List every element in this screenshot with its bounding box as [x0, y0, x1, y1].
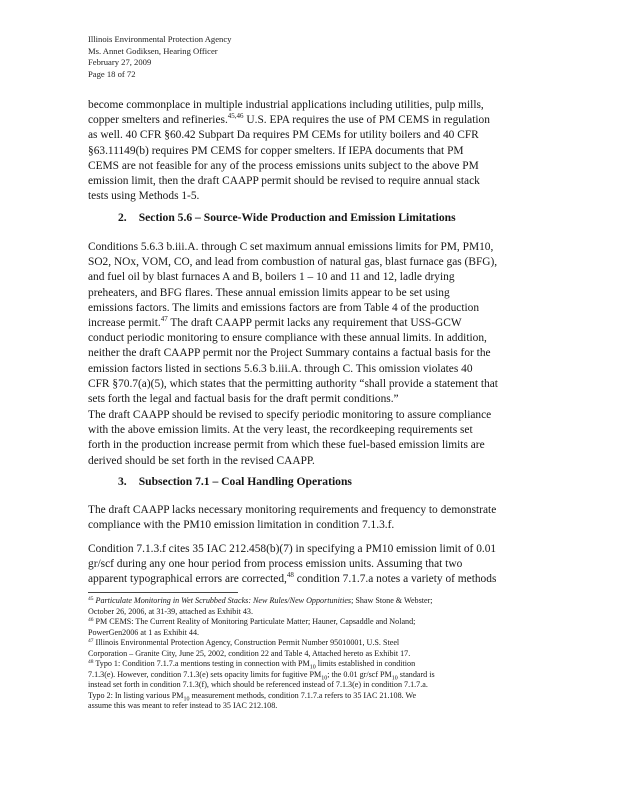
footnote-line: 7.1.3(e). However, condition 7.1.3(e) sets opacity limits for fugitive $PM_{10}$; the 0.01 gr/scf $PM_{10}$ standard is	[88, 669, 435, 682]
text-line: gr/scf during any one hour period from process emission units. Assuming that two	[88, 558, 463, 571]
text-line: increase permit.$^{47}$ The draft CAAPP permit lacks any requirement that USS-GCW	[88, 315, 462, 330]
footnote-line: Corporation – Granite City, June 25, 2002, condition 22 and Table 4, Attached hereto as Exhibit 17.	[88, 648, 411, 658]
footnote-48: $^{48}$ Typo 1: Condition 7.1.7.a mentions testing in connection with $PM_{10}$ limits established in condition	[88, 659, 416, 671]
header-page: Page 18 of 72	[88, 68, 136, 79]
text-line: The draft CAAPP should be revised to specify periodic monitoring to assure compliance	[88, 409, 492, 421]
section-heading-5-6: 2. Section 5.6 – Source-Wide Production and Emission Limitations	[118, 211, 456, 224]
header-agency: Illinois Environmental Protection Agency	[88, 34, 232, 44]
text-line: CFR §70.7(a)(5), which states that the permitting authority “shall provide a statement that	[88, 377, 498, 390]
text-line: and fuel oil by blast furnaces A and B, boilers 1 – 10 and 11 and 12, ladle drying	[88, 271, 455, 284]
footnote-ref: 45,46	[227, 112, 244, 121]
footnote-line: PowerGen2006 at 1 as Exhibit 44.	[88, 627, 200, 637]
footnote-ref: 48	[286, 571, 294, 580]
text-line: The draft CAAPP lacks necessary monitoring requirements and frequency to demonstrate	[88, 504, 497, 516]
text-line: preheaters, and BFG flares. These annual emission limits appear to be set using	[88, 286, 450, 299]
text-line: Conditions 5.6.3 b.iii.A. through C set maximum annual emissions limits for PM, PM10,	[88, 241, 494, 253]
text-line: neither the draft CAAPP permit nor the Project Summary contains a factual basis for the	[88, 347, 491, 360]
header-officer: Ms. Annet Godiksen, Hearing Officer	[88, 45, 218, 56]
footnote-ref: 47	[160, 315, 168, 324]
text-line: with the above emission limits. At the very least, the recordkeeping requirements set	[88, 424, 473, 437]
text-line: SO2, NOx, VOM, CO, and lead from combustion of natural gas, blast furnace gas (BFG),	[88, 256, 498, 269]
footnote-line: October 26, 2006, at 31-39, attached as Exhibit 43.	[88, 606, 253, 616]
paragraph-revise-caapp	[88, 408, 550, 469]
footnote-47: $^{47}$ Illinois Environmental Protection Agency, Construction Permit Number 95010001, U.S. Steel	[88, 638, 400, 647]
text-line: Condition 7.1.3.f cites 35 IAC 212.458(b)(7) in specifying a PM10 emission limit of 0.01	[88, 543, 497, 555]
text-line: §63.11149(b) requires PM CEMS for copper smelters. If IEPA documents that PM	[88, 144, 464, 157]
text-line: apparent typographical errors are corrected,$^{48}$ condition 7.1.7.a notes a variety of methods	[88, 571, 497, 586]
section-heading-7-1: 3. Subsection 7.1 – Coal Handling Operations	[118, 475, 352, 488]
text-line: conduct periodic monitoring to ensure compliance with these annual limits. In addition,	[88, 332, 487, 345]
text-line: CEMS are not feasible for any of the process emissions units subject to the above PM	[88, 159, 479, 172]
text-line: tests using Methods 1-5.	[88, 190, 200, 203]
footnote-45: $^{45}$ Particulate Monitoring in Wet Scrubbed Stacks: New Rules/New Opportunities; Shaw Stone & Webster;	[88, 596, 433, 605]
paragraph-condition-7-1-3-f	[88, 542, 550, 588]
footnotes	[88, 596, 558, 712]
text-line: compliance with the PM10 emission limitation in condition 7.1.3.f.	[88, 519, 395, 532]
text-line: emission factors listed in sections 5.6.3 b.iii.A. through C. This omission violates 40	[88, 362, 473, 375]
text-line: emission limit, then the draft CAAPP permit should be revised to require annual stack	[88, 175, 480, 188]
header-date: February 27, 2009	[88, 57, 152, 67]
text-line: emissions factors. The limits and emissions factors are from Table 4 of the production	[88, 301, 480, 314]
text-line: forth in the production increase permit from which these fuel-based emission limits are	[88, 439, 485, 452]
paragraph-pm-cems	[88, 98, 550, 204]
paragraph-coal-monitoring	[88, 503, 550, 533]
footnote-line: instead set forth in condition 7.1.3(f), which should be referenced instead of 7.1.3(e) in condition 7.1.7.a.	[88, 680, 428, 689]
text-line: derived should be set forth in the revised CAAPP.	[88, 454, 315, 467]
paragraph-annual-limits	[88, 240, 550, 407]
text-line: as well. 40 CFR §60.42 Subpart Da requires PM CEMs for utility boilers and 40 CFR	[88, 129, 479, 142]
footnote-divider	[88, 592, 238, 593]
footnote-line: assume this was meant to refer instead to 35 IAC 212.108.	[88, 701, 278, 710]
text-line: sets forth the legal and factual basis for the draft permit conditions.”	[88, 393, 399, 406]
text-line: become commonplace in multiple industrial applications including utilities, pulp mills,	[88, 99, 484, 111]
footnote-line: Typo 2: In listing various $PM_{10}$ measurement methods, condition 7.1.7.a refers to 35 IAC 21.108. We	[88, 690, 417, 703]
text-line: copper smelters and refineries.$^{45,46}$ U.S. EPA requires the use of PM CEMS in regulation	[88, 112, 490, 127]
letter-header	[88, 34, 231, 80]
footnote-46: $^{46}$ PM CEMS: The Current Reality of Monitoring Particulate Matter; Hauner, Capsaddle and Noland;	[88, 617, 416, 626]
